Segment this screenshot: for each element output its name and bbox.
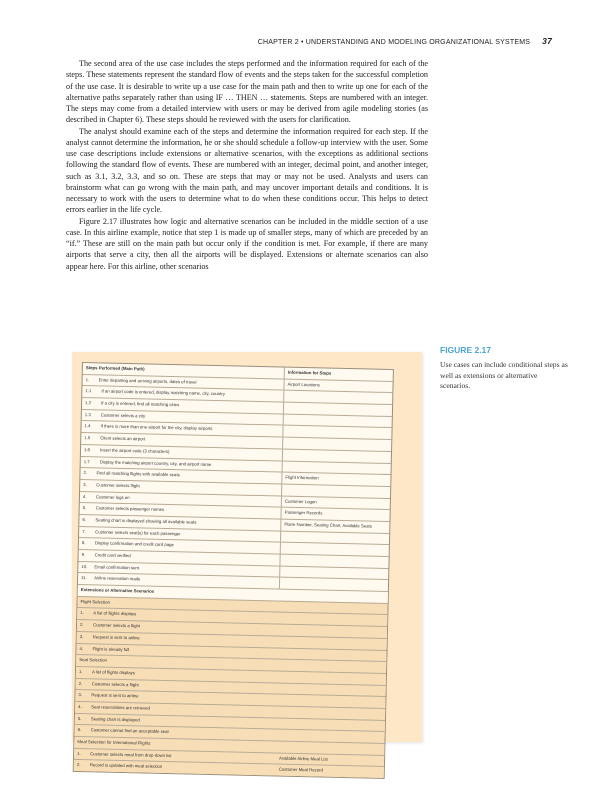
step-number: 1.7: [83, 458, 90, 464]
step-number: 1.1: [85, 388, 92, 394]
step-number: 2.: [79, 622, 84, 628]
step-number: 7.: [82, 528, 86, 534]
step-text: Enter departing and arriving airports, dates of travel: [98, 375, 284, 390]
step-number: 4.: [78, 703, 82, 710]
paragraph: Figure 2.17 illustrates how logic and alternative scenarios can be included in the middle section of a use case. In this airline example, notice that step 1 is made up of smaller steps, many of which are preceded by an “if.” These are still on the main path but occur only if the condition is met. For example, if there are many airports that serve a city, then all the airports will be displayed. Extensions or alternate scenarios can also appear here. For this airline, other scenarios: [66, 216, 428, 271]
step-text: Seating chart is displayed showing all available seats: [95, 515, 281, 530]
step-number: 1.5: [84, 435, 91, 441]
section-title: Extensions or Alternative Scenarios: [80, 587, 155, 594]
section-title: Flight Selection: [80, 598, 111, 605]
step-number: 3.: [79, 633, 84, 639]
step-number: 2.: [76, 762, 81, 768]
running-header: [60, 36, 552, 46]
step-text: Customer selects a flight: [92, 622, 141, 629]
step-text: Email confirmation sent: [94, 562, 280, 577]
column-header-info: Information for Steps: [287, 369, 332, 376]
step-number: 1.: [80, 610, 84, 616]
step-number: 9.: [81, 552, 86, 558]
step-text: A list of flights displays: [93, 610, 137, 617]
step-text: Seating chart is displayed: [90, 715, 140, 723]
step-text: Customer selects a flight: [91, 680, 139, 687]
step-text: Request is sent to airline: [91, 692, 139, 699]
step-number: 1.2: [85, 400, 92, 406]
step-info: Available Airline Meal List: [279, 755, 328, 762]
step-info: Flight Information: [285, 474, 319, 481]
figure-description: Use cases can include conditional steps as well as extensions or alternative scenarios.: [440, 360, 568, 390]
step-number: 1.4: [84, 423, 91, 429]
step-text: If a city is entered, find all matching cities: [98, 398, 284, 413]
step-text: Airline reservation made: [94, 574, 280, 589]
step-number: 1.: [78, 668, 83, 674]
step-text: Seat reservations are retrieved: [91, 704, 150, 711]
step-info: Plane Number, Seating Chart, Available Seats: [284, 521, 373, 529]
step-text: Record is updated with meal selection: [89, 762, 163, 770]
step-number: 3.: [83, 481, 87, 488]
step-text: If there is more than one airport for the city, display airports: [97, 422, 283, 437]
figure-label: FIGURE 2.17: [440, 345, 492, 355]
paragraph: The second area of the use case includes the steps performed and the information required for each of the steps. These statements represent the standard flow of events and the steps taken for the successful completion of the use case. It is desirable to write up a use case for the main path and then to write up one for each of the alternative paths separately rather than using IF … THEN … statements. Steps are numbered with an integer. The steps may come from a detailed interview with users or may be derived from agile modeling stories (as described in Chapter 6). These steps should be reviewed with the users for clarification.: [66, 59, 428, 125]
step-number: 2.: [78, 680, 83, 686]
step-number: 1.6: [83, 446, 91, 453]
section-title: Meal Selection for International Flights: [77, 738, 151, 746]
step-number: 5.: [77, 715, 82, 721]
step-number: 1.: [77, 750, 81, 756]
column-header-steps: Steps Performed (Main Path): [83, 363, 285, 378]
step-number: 5.: [82, 505, 87, 511]
step-number: 1.: [85, 376, 90, 382]
running-title: CHAPTER 2 • UNDERSTANDING AND MODELING ORGANIZATIONAL SYSTEMS: [257, 39, 531, 46]
step-text: Customer selects meal from drop-down list: [90, 750, 172, 758]
figure-image: [72, 352, 422, 773]
step-number: 6.: [82, 516, 87, 523]
step-number: 6.: [77, 727, 82, 733]
step-text: Customer logs on: [96, 492, 282, 507]
figure-caption: [440, 345, 568, 392]
step-number: 4.: [79, 645, 84, 651]
step-info: Passenger Records: [284, 509, 323, 516]
step-info: Airport Locations: [287, 381, 320, 388]
body-text: [66, 58, 428, 272]
step-number: 3.: [78, 692, 83, 698]
step-text: Customer selects passenger names: [96, 504, 282, 519]
step-number: 1.3: [84, 411, 91, 417]
step-text: Display the matching airport country, city, and airport name: [97, 457, 283, 472]
step-number: 2.: [83, 470, 88, 476]
step-text: Display confirmation and credit card page: [95, 539, 281, 554]
step-text: Find all matching flights with available seats: [96, 469, 282, 484]
step-text: Flight is already full: [92, 645, 130, 652]
step-info: Customer Meal Record: [278, 766, 324, 773]
step-number: 10.: [81, 563, 88, 569]
step-number: 8.: [81, 540, 86, 546]
step-text: If an airport code is entered, display matching name, city, country: [98, 387, 284, 402]
step-text: Customer selects flight: [96, 480, 282, 495]
paragraph: The analyst should examine each of the steps and determine the information required for each step. If the analyst cannot determine the information, he or she should schedule a follow-up interview with the user. Some use case descriptions include extensions or alternative scenarios, with the exceptions as additional sections following the standard flow of events. These are numbered with an integer, decimal point, and another integer, such as 3.1, 3.2, 3.3, and so on. These are steps that may or may not be used. Analysts and users can brainstorm what can go wrong with the main path, and may uncover important details and conditions. It is necessary to work with the users to determine what to do when these conditions occur. This helps to detect errors earlier in the life cycle.: [66, 126, 428, 215]
step-text: Customer selects a city: [98, 410, 284, 425]
use-case-table: [73, 362, 394, 779]
step-text: Insert the airport code (3 characters): [97, 445, 283, 460]
step-text: Client selects an airport: [97, 433, 283, 448]
step-text: Request is sent to airline: [92, 634, 140, 641]
section-title: Seat Selection: [79, 657, 108, 663]
step-text: Customer cannot find an acceptable seat: [90, 727, 169, 735]
step-text: Credit card verified: [94, 550, 280, 565]
step-text: Customer selects seat(s) for each passenger: [95, 527, 281, 542]
step-text: A list of flights displays: [91, 669, 136, 676]
page-number: 37: [542, 36, 552, 46]
step-number: 11.: [81, 575, 87, 581]
step-number: 4.: [82, 493, 87, 499]
step-info: Customer Logon: [284, 498, 317, 504]
